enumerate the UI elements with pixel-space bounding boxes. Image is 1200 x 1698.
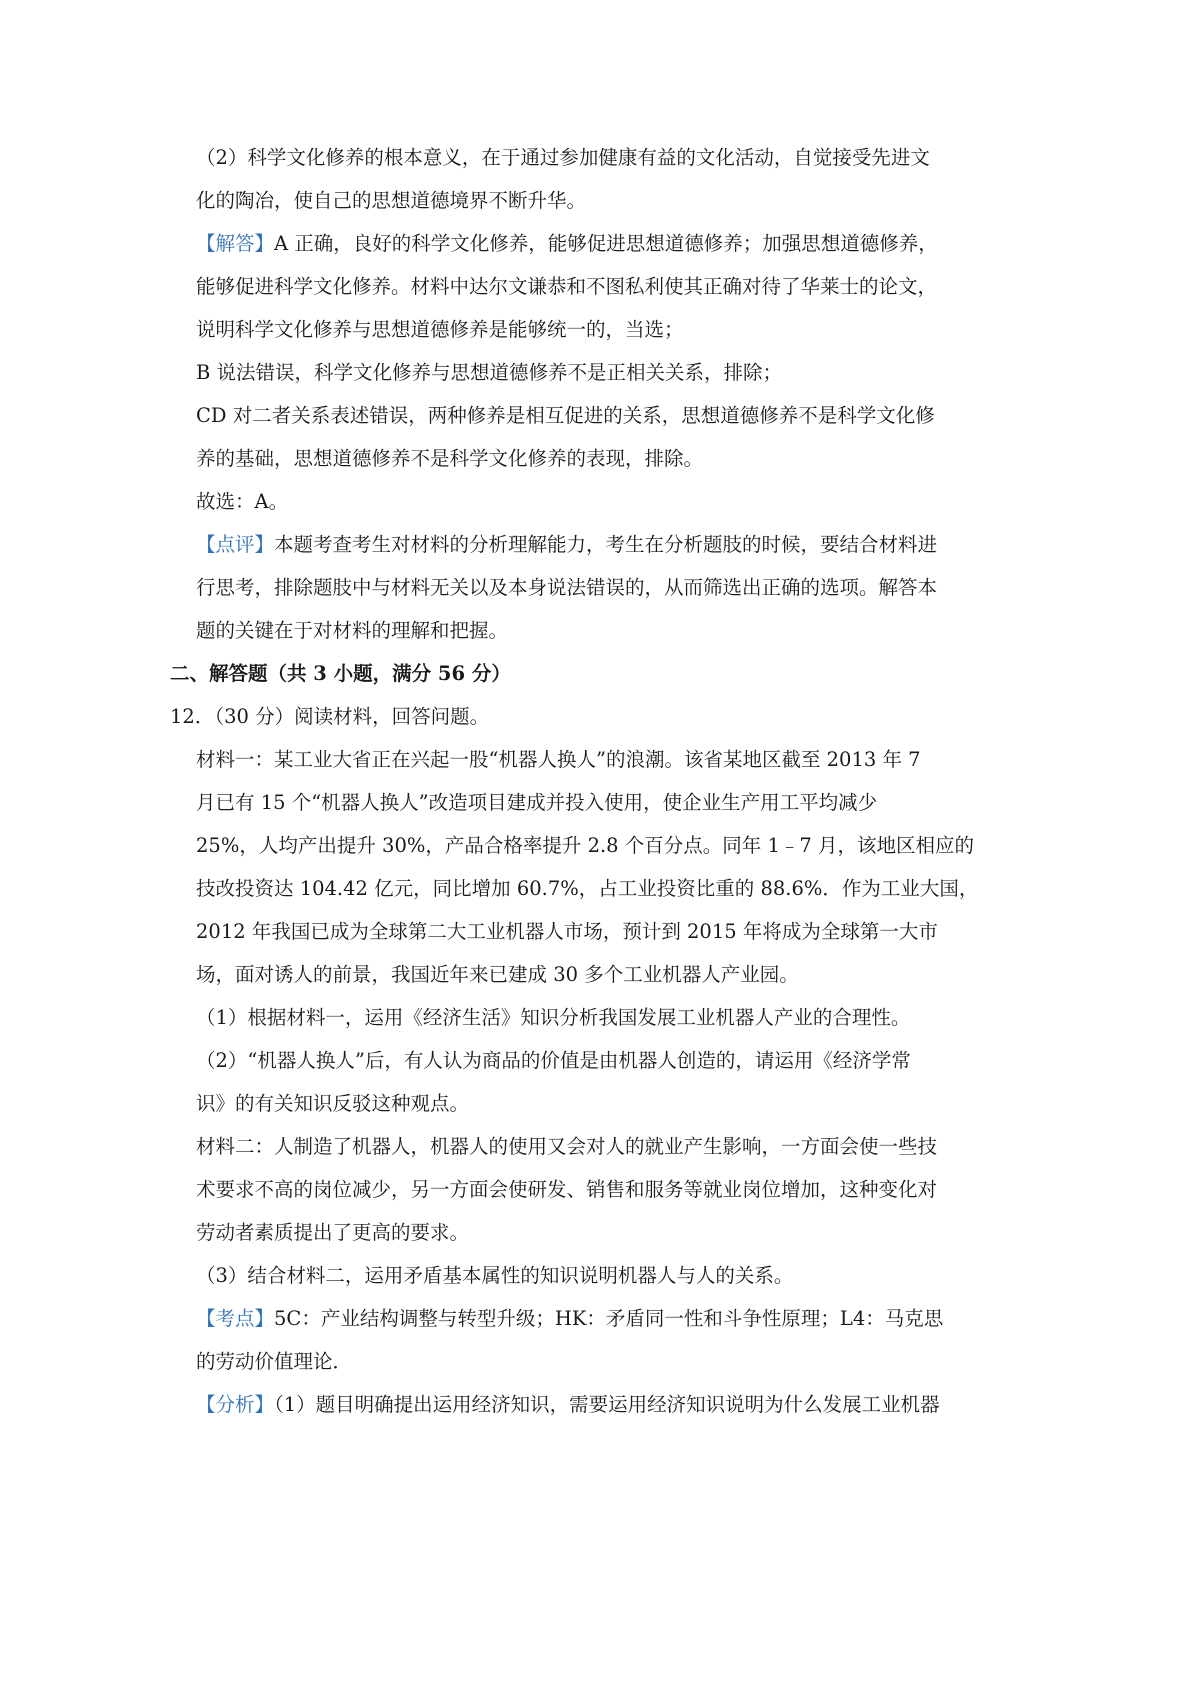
text-line: 2012 年我国已成为全球第二大工业机器人市场，预计到 2015 年将成为全球第一大市 [196, 920, 938, 943]
analysis-tag: 【分析】 [196, 1393, 275, 1416]
text-line: 材料一：某工业大省正在兴起一股“机器人换人”的浪潮。该省某地区截至 2013 年 7 [196, 748, 921, 771]
text-line: 【解答】A 正确，良好的科学文化修养，能够促进思想道德修养；加强思想道德修养， [196, 232, 938, 255]
text-line: 故选：A。 [196, 490, 289, 513]
text-line: 劳动者素质提出了更高的要求。 [196, 1221, 470, 1244]
text-line: CD 对二者关系表述错误，两种修养是相互促进的关系，思想道德修养不是科学文化修 [196, 404, 935, 427]
answer-tag: 【解答】 [196, 232, 275, 255]
text-line: 说明科学文化修养与思想道德修养是能够统一的，当选； [196, 318, 684, 341]
text-line: 月已有 15 个“机器人换人”改造项目建成并投入使用，使企业生产用工平均减少 [196, 791, 878, 814]
text-line: 25%，人均产出提升 30%，产品合格率提升 2.8 个百分点。同年 1﹣7 月，该地区相应的 [196, 834, 975, 857]
text-line: （1）根据材料一，运用《经济生活》知识分析我国发展工业机器人产业的合理性。 [196, 1006, 911, 1029]
text-line: 技改投资达 104.42 亿元，同比增加 60.7%，占工业投资比重的 88.6%．作为工业大国， [196, 877, 979, 900]
text-line: 【分析】（1）题目明确提出运用经济知识，需要运用经济知识说明为什么发展工业机器 [196, 1393, 940, 1416]
text-line: 术要求不高的岗位减少，另一方面会使研发、销售和服务等就业岗位增加，这种变化对 [196, 1178, 938, 1201]
text-line: B 说法错误，科学文化修养与思想道德修养不是正相关关系，排除； [196, 361, 783, 384]
text-line: 能够促进科学文化修养。材料中达尔文谦恭和不图私利使其正确对待了华莱士的论文， [196, 275, 938, 298]
text-line: （3）结合材料二，运用矛盾基本属性的知识说明机器人与人的关系。 [196, 1264, 794, 1287]
text-line: （2）科学文化修养的根本意义，在于通过参加健康有益的文化活动，自觉接受先进文 [196, 146, 930, 169]
text-line: 行思考，排除题肢中与材料无关以及本身说法错误的，从而筛选出正确的选项。解答本 [196, 576, 938, 599]
point-tag: 【考点】 [196, 1307, 275, 1330]
text-line: 识》的有关知识反驳这种观点。 [196, 1092, 470, 1115]
question-title: 12．（30 分）阅读材料，回答问题。 [170, 705, 490, 728]
text-line: 场，面对诱人的前景，我国近年来已建成 30 多个工业机器人产业园。 [196, 963, 799, 986]
text-line: 材料二：人制造了机器人，机器人的使用又会对人的就业产生影响，一方面会使一些技 [196, 1135, 938, 1158]
text-line: 【点评】本题考查考生对材料的分析理解能力，考生在分析题肢的时候，要结合材料进 [196, 533, 938, 556]
text-line: 的劳动价值理论． [196, 1350, 353, 1373]
text-line: 【考点】5C：产业结构调整与转型升级；HK：矛盾同一性和斗争性原理；L4：马克思 [196, 1307, 944, 1330]
text-line: （2）“机器人换人”后，有人认为商品的价值是由机器人创造的，请运用《经济学常 [196, 1049, 911, 1072]
text-line: 题的关键在于对材料的理解和把握。 [196, 619, 509, 642]
text-line: 化的陶冶，使自己的思想道德境界不断升华。 [196, 189, 587, 212]
section-heading: 二、解答题（共 3 小题，满分 56 分） [170, 662, 511, 685]
text-line: 养的基础，思想道德修养不是科学文化修养的表现，排除。 [196, 447, 704, 470]
comment-tag: 【点评】 [196, 533, 275, 556]
